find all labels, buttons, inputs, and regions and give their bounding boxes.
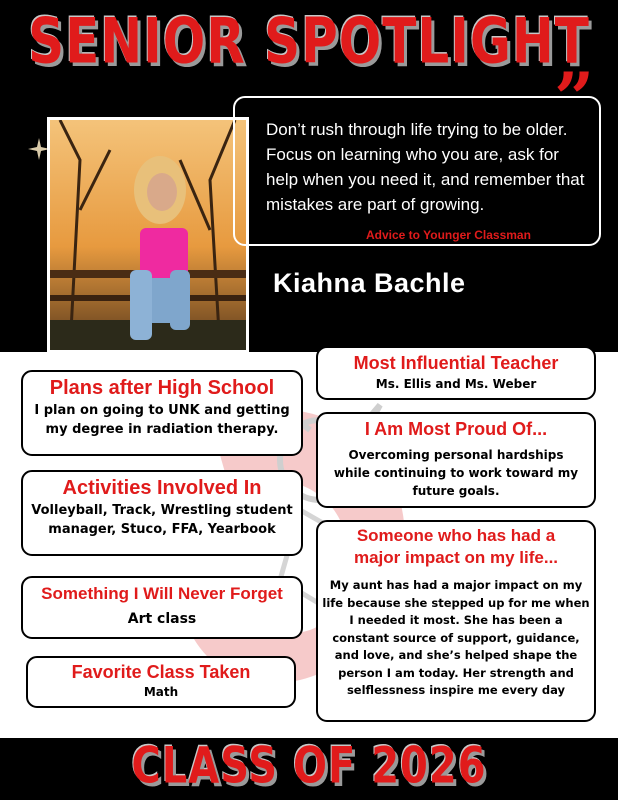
teacher-body: Ms. Ellis and Ms. Weber: [375, 377, 537, 391]
plans-card: [21, 370, 303, 456]
proud-title: I Am Most Proud Of...: [364, 419, 548, 439]
activities-title: Activities Involved In: [62, 477, 262, 499]
quote-text: Don’t rush through life trying to be older. Focus on learning who you are, ask for help when you need it, and remember that mistakes are part of growing.: [266, 120, 585, 214]
plans-body: I plan on going to UNK and getting my degree in radiation therapy.: [34, 403, 290, 437]
proud-body: Overcoming personal hardships while continuing to work toward my future goals.: [333, 448, 579, 498]
teacher-title: Most Influential Teacher: [353, 353, 559, 373]
never-forget-body: Art class: [127, 611, 197, 627]
class-year: CLASS OF 2026: [131, 737, 487, 795]
never-forget-title: Something I Will Never Forget: [41, 584, 283, 603]
plans-title: Plans after High School: [49, 377, 275, 399]
impact-card: [316, 520, 596, 722]
activities-body: Volleyball, Track, Wrestling student manager, Stuco, FFA, Yearbook: [31, 503, 293, 537]
proud-card: [316, 412, 596, 508]
favorite-class-card: [26, 656, 296, 708]
quote-mark-icon: ”: [554, 57, 595, 140]
activities-card: [21, 470, 303, 556]
student-name: Kiahna Bachle: [273, 268, 466, 298]
impact-title: Someone who has had a major impact on my life...: [353, 526, 559, 567]
never-forget-card: [21, 576, 303, 639]
quote-source: Advice to Younger Classman: [366, 228, 531, 242]
page-title: SENIOR SPOTLIGHT: [28, 4, 590, 78]
favorite-class-title: Favorite Class Taken: [71, 662, 251, 682]
student-photo: [47, 117, 249, 353]
impact-body: My aunt has had a major impact on my life because she stepped up for me when I needed it most. She has been a constant source of support, guidance, and love, and she’s helped shape the person I am today. Her strength and selflessness inspire me every day: [322, 578, 590, 697]
favorite-class-body: Math: [143, 685, 179, 699]
teacher-card: [316, 346, 596, 400]
